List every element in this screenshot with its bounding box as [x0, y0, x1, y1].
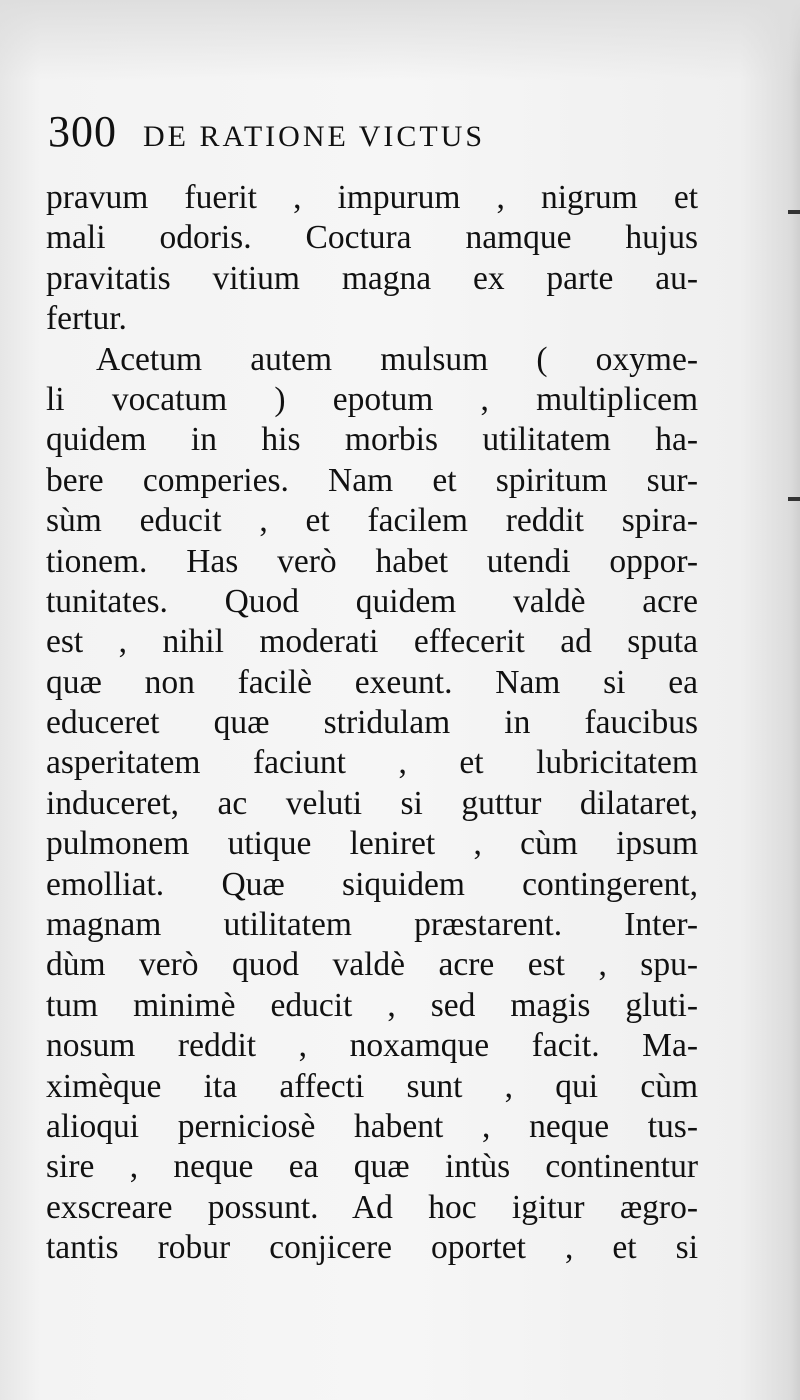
paragraph: [46, 340, 698, 1269]
text-line: educeret quæ stridulam in faucibus: [46, 704, 698, 742]
text-line: pravitatis vitium magna ex parte au-: [46, 259, 698, 297]
body-text: [46, 178, 698, 1269]
text-line: nosum reddit , noxamque facit. Ma-: [46, 1027, 698, 1065]
paragraph: [46, 178, 698, 340]
text-line: tionem. Has verò habet utendi oppor-: [46, 542, 698, 580]
running-head-title: DE RATIONE VICTUS: [143, 120, 486, 153]
text-line: est , nihil moderati effecerit ad sputa: [46, 623, 698, 661]
text-line: exscreare possunt. Ad hoc igitur ægro-: [46, 1188, 698, 1226]
text-line: Acetum autem mulsum ( oxyme-: [96, 340, 698, 378]
text-line: pulmonem utique leniret , cùm ipsum: [46, 825, 698, 863]
text-line: sire , neque ea quæ intùs continentur: [46, 1148, 698, 1186]
text-line: tantis robur conjicere oportet , et si: [46, 1229, 698, 1267]
text-line: bere comperies. Nam et spiritum sur-: [46, 461, 698, 499]
text-line: asperitatem faciunt , et lubricitatem: [46, 744, 698, 782]
text-line: li vocatum ) epotum , multiplicem: [46, 380, 698, 418]
text-line: quæ non facilè exeunt. Nam si ea: [46, 663, 698, 701]
text-line: magnam utilitatem præstarent. Inter-: [46, 906, 698, 944]
text-line: ximèque ita affecti sunt , qui cùm: [46, 1067, 698, 1105]
text-line: pravum fuerit , impurum , nigrum et: [46, 179, 698, 216]
text-line: dùm verò quod valdè acre est , spu-: [46, 946, 698, 984]
text-line: emolliat. Quæ siquidem contingerent,: [46, 865, 698, 903]
page-edge-mark: [788, 497, 800, 501]
page-edge-mark: [788, 210, 800, 214]
text-line: quidem in his morbis utilitatem ha-: [46, 421, 698, 459]
text-line: tum minimè educit , sed magis gluti-: [46, 986, 698, 1024]
running-head: [48, 106, 688, 154]
text-line: induceret, ac veluti si guttur dilataret,: [46, 784, 698, 822]
text-line: tunitates. Quod quidem valdè acre: [46, 582, 698, 620]
text-line: fertur.: [46, 300, 127, 338]
page-number: 300: [48, 107, 117, 156]
text-line: alioqui perniciosè habent , neque tus-: [46, 1107, 698, 1145]
text-line: sùm educit , et facilem reddit spira-: [46, 502, 698, 540]
text-line: mali odoris. Coctura namque hujus: [46, 219, 698, 257]
